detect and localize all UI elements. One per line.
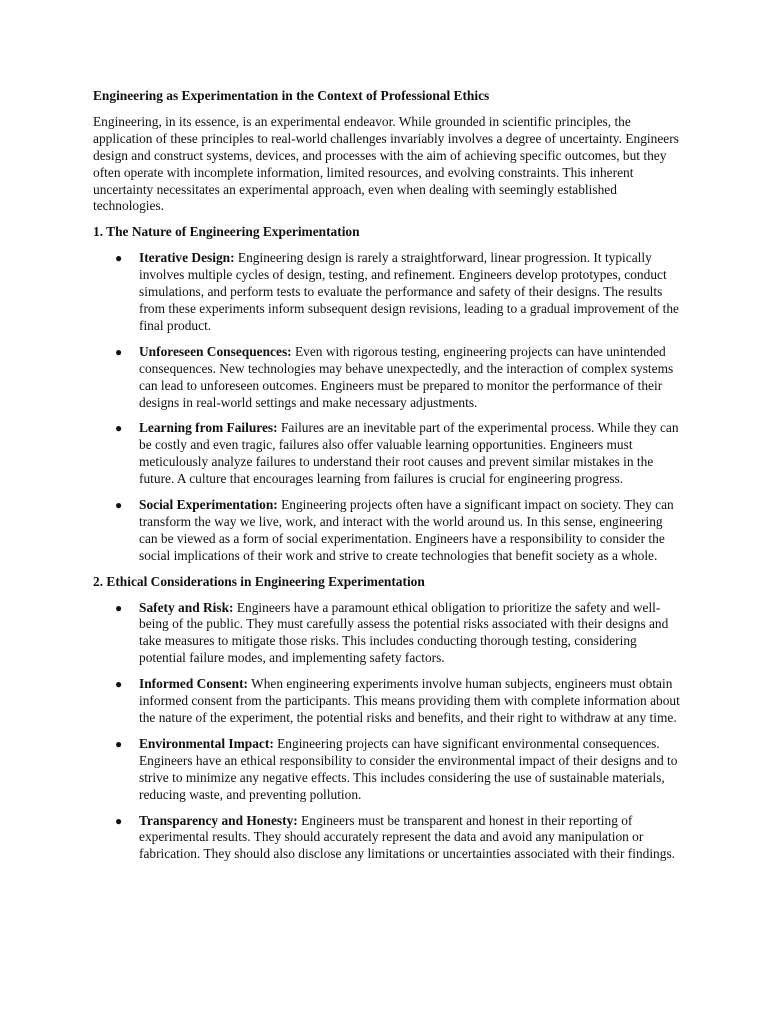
item-term: Social Experimentation: (139, 497, 278, 513)
item-term: Unforeseen Consequences: (139, 343, 292, 359)
section-list-ethics (93, 600, 681, 864)
section-heading-nature: 1. The Nature of Engineering Experimentation (93, 224, 360, 240)
section-heading-ethics: 2. Ethical Considerations in Engineering Experimentation (93, 573, 425, 589)
item-term: Learning from Failures: (139, 420, 278, 436)
document-page (93, 88, 681, 872)
bullet-icon: ● (115, 251, 123, 266)
item-text: Engineering projects can have significant environmental consequences. Engineers have an ethical responsibility to consider the environmental impact of their designs and to strive to minimize any negative effects. This includes considering the use of sustainable materials, reducing waste, and preventing pollution. (139, 735, 678, 802)
list-item (93, 497, 681, 565)
bullet-icon: ● (115, 736, 123, 751)
bullet-icon: ● (115, 421, 123, 436)
list-item (93, 344, 681, 412)
list-item (93, 813, 681, 864)
item-text: Failures are an inevitable part of the experimental process. While they can be costly and even tragic, failures also offer valuable learning opportunities. Engineers must meticulously analyze failures to understand their root causes and prevent similar mistakes in the future. A culture that encourages learning from failures is crucial for engineering progress. (139, 420, 679, 487)
item-text: Engineers must be transparent and honest in their reporting of experimental results. They should accurately represent the data and avoid any manipulation or fabrication. They should also disclose any limitations or uncertainties associated with their findings. (139, 812, 676, 862)
item-text: Engineering design is rarely a straightforward, linear progression. It typically involves multiple cycles of design, testing, and refinement. Engineers develop prototypes, conduct simulations, and perform tests to evaluate the performance and safety of their designs. The results from these experiments inform subsequent design revisions, leading to a gradual improvement of the final product. (139, 250, 679, 333)
item-text: Engineers have a paramount ethical obligation to prioritize the safety and well-being of the public. They must carefully assess the potential risks associated with their designs and take measures to mitigate those risks. This includes conducting thorough testing, considering potential failure modes, and implementing safety factors. (139, 599, 669, 666)
list-item (93, 736, 681, 804)
bullet-icon: ● (115, 498, 123, 513)
section-list-nature (93, 250, 681, 564)
list-item (93, 420, 681, 488)
list-item (93, 676, 681, 727)
intro-paragraph: Engineering, in its essence, is an experimental endeavor. While grounded in scientific principles, the application of these principles to real-world challenges invariably involves a degree of uncertainty. Engineers design and construct systems, devices, and processes with the aim of achieving specific outcomes, but they often operate with incomplete information, limited resources, and evolving constraints. This inherent uncertainty necessitates an experimental approach, even when dealing with seemingly established technologies. (93, 113, 679, 214)
list-item (93, 250, 681, 335)
item-term: Safety and Risk: (139, 599, 234, 615)
item-term: Environmental Impact: (139, 735, 274, 751)
item-text: Even with rigorous testing, engineering projects can have unintended consequences. New technologies may behave unexpectedly, and the interaction of complex systems can lead to unforeseen outcomes. Engineers must be prepared to monitor the performance of their designs in real-world settings and make necessary adjustments. (139, 343, 674, 410)
item-term: Informed Consent: (139, 676, 248, 692)
item-term: Iterative Design: (139, 250, 235, 266)
document-title: Engineering as Experimentation in the Context of Professional Ethics (93, 88, 490, 103)
item-term: Transparency and Honesty: (139, 812, 298, 828)
bullet-icon: ● (115, 344, 123, 359)
bullet-icon: ● (115, 677, 123, 692)
list-item (93, 600, 681, 668)
item-text: When engineering experiments involve human subjects, engineers must obtain informed consent from the participants. This means providing them with complete information about the nature of the experiment, the potential risks and benefits, and their right to withdraw at any time. (139, 676, 680, 725)
bullet-icon: ● (115, 600, 123, 615)
item-text: Engineering projects often have a significant impact on society. They can transform the way we live, work, and interact with the world around us. In this sense, engineering can be viewed as a form of social experimentation. Engineers have a responsibility to consider the social implications of their work and strive to create technologies that benefit society as a whole. (139, 497, 674, 563)
bullet-icon: ● (115, 813, 123, 828)
